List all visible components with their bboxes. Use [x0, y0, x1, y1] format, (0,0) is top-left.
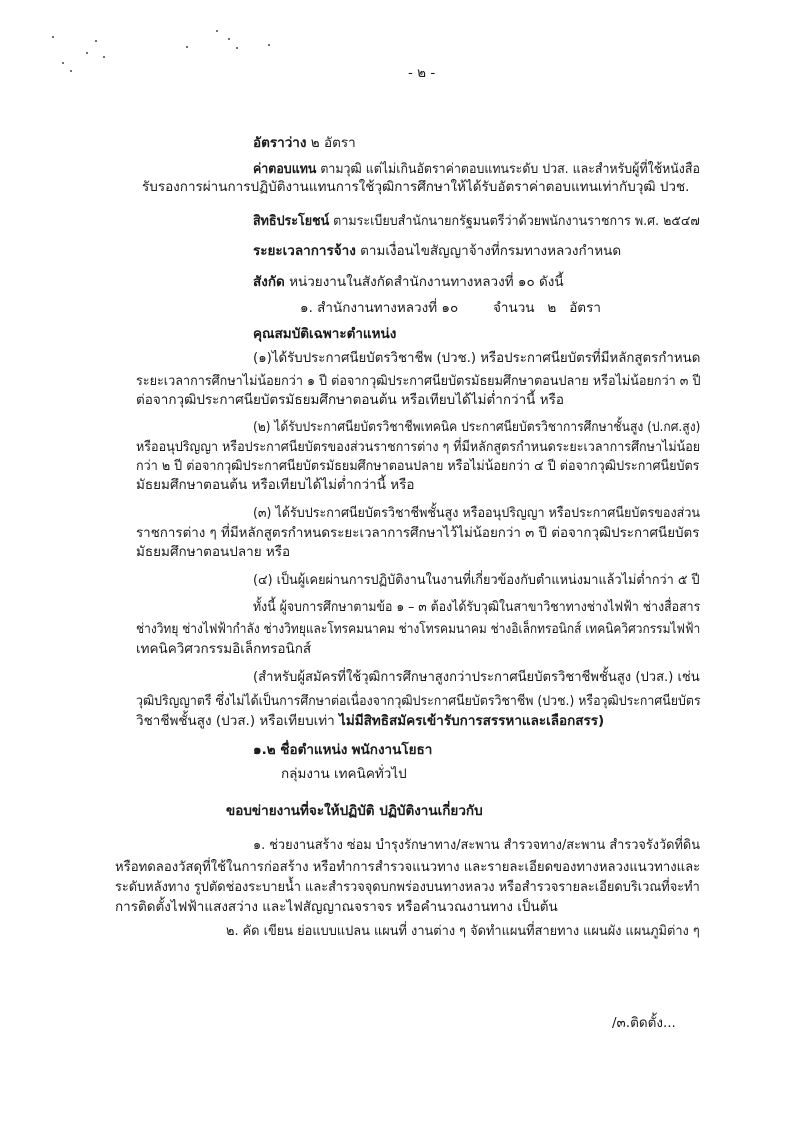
- page-number: - ๒ -: [408, 65, 436, 81]
- scope-item1-line-1: ๑. ช่วยงานสร้าง ซ่อม บำรุงรักษาทาง/สะพาน สำรวจทาง/สะพาน สำรวจรังวัดที่ดิน: [253, 837, 700, 853]
- period-line: [253, 242, 621, 260]
- remark-last-bold: ไม่มีสิทธิสมัครเข้ารับการสรรหาและเลือกสรร): [339, 713, 605, 729]
- remark-last-plain: วิชาชีพชั้นสูง (ปวส.) หรือเทียบเท่า: [136, 713, 340, 729]
- rate-value: ๒ อัตรา: [310, 135, 356, 151]
- q2-line-1: (๒) ได้รับประกาศนียบัตรวิชาชีพเทคนิค ประกาศนียบัตรวิชาการศึกษาชั้นสูง (ป.กศ.สูง): [253, 419, 701, 435]
- benefits-label: สิทธิประโยชน์: [253, 213, 330, 229]
- q2-line-4: มัธยมศึกษาตอนต้น หรือเทียบได้ไม่ต่ำกว่านี้ หรือ: [136, 477, 415, 493]
- remark-line-2: วุฒิปริญญาตรี ซึ่งไม่ได้เป็นการศึกษาต่อเนื่องจากวุฒิประกาศนียบัตรวิชาชีพ (ปวช.) หรือวุฒิประกาศนียบัตร: [136, 693, 701, 709]
- scope-item2-line: ๒. คัด เขียน ย่อแบบแปลน แผนที่ งานต่าง ๆ จัดทำแผนที่สายทาง แผนผัง แผนภูมิต่าง ๆ: [226, 923, 700, 939]
- position-group-label: กลุ่มงาน: [281, 766, 330, 782]
- compensation-line-1: [253, 160, 700, 178]
- note-line-1: ทั้งนี้ ผู้จบการศึกษาตามข้อ ๑ – ๓ ต้องได้รับวุฒิในสาขาวิชาทางช่างไฟฟ้า ช่างสื่อสาร: [253, 599, 701, 615]
- q3-line-2: ราชการต่าง ๆ ที่มีหลักสูตรกำหนดระยะเวลาการศึกษาไว้ไม่น้อยกว่า ๓ ปี ต่อจากวุฒิประกาศนียบัตร: [136, 525, 700, 541]
- qualifications-heading: คุณสมบัติเฉพาะตำแหน่ง: [253, 326, 397, 342]
- affiliation-count-label: จำนวน: [493, 300, 535, 316]
- q2-line-3: กว่า ๒ ปี ต่อจากวุฒิประกาศนียบัตรมัธยมศึกษาตอนปลาย หรือไม่น้อยกว่า ๔ ปี ต่อจากวุฒิประกาศนียบัตร: [136, 458, 700, 474]
- affiliation-line: [253, 273, 564, 291]
- affiliation-item-no: ๑.: [300, 300, 313, 316]
- q3-line-1: (๓) ได้รับประกาศนียบัตรวิชาชีพชั้นสูง หรืออนุปริญญา หรือประกาศนียบัตรของส่วน: [253, 505, 701, 521]
- position-label: ๑.๒ ชื่อตำแหน่ง: [253, 742, 348, 758]
- affiliation-item-name: สำนักงานทางหลวงที่ ๑๐: [317, 300, 459, 316]
- note-line-2: ช่างวิทยุ ช่างไฟฟ้ากำลัง ช่างวิทยุและโทรคมนาคม ช่างโทรคมนาคม ช่างอิเล็กทรอนิกส์ เทคนิควิศวกรรมไฟฟ้า: [136, 621, 701, 637]
- rate-label: อัตราว่าง: [253, 135, 307, 151]
- scope-item1-line-4: การติดตั้งไฟฟ้าแสงสว่าง และไฟสัญญาณจราจร หรือคำนวณงานทาง เป็นต้น: [115, 899, 558, 915]
- position-group: [281, 765, 407, 783]
- affiliation-text: หน่วยงานในสังกัดสำนักงานทางหลวงที่ ๑๐ ดังนี้: [289, 274, 564, 290]
- q3-line-3: มัธยมศึกษาตอนปลาย หรือ: [136, 544, 291, 560]
- benefits-text: ตามระเบียบสำนักนายกรัฐมนตรีว่าด้วยพนักงานราชการ พ.ศ. ๒๕๔๗: [333, 213, 700, 229]
- affiliation-count-value: ๒: [547, 300, 557, 316]
- benefits-line: [253, 212, 700, 230]
- affiliation-count: [493, 299, 601, 317]
- scope-item1-line-3: ระดับหลังทาง รูปตัดช่องระบายน้ำ และสำรวจจุดบกพร่องบนทางหลวง หรือสำรวจรายละเอียดบริเวณที่จะทำ: [115, 879, 700, 895]
- q1-line-2: ระยะเวลาการศึกษาไม่น้อยกว่า ๑ ปี ต่อจากวุฒิประกาศนียบัตรมัธยมศึกษาตอนปลาย หรือไม่น้อยกว่า ๓ ปี: [136, 373, 701, 389]
- rate-line: [253, 134, 356, 152]
- position-line: [253, 741, 432, 759]
- scope-item1-line-2: หรือทดลองวัสดุที่ใช้ในการก่อสร้าง หรือทำการสำรวจแนวทาง และรายละเอียดของทางหลวงแนวทางและ: [115, 859, 701, 875]
- remark-line-3: [136, 712, 604, 730]
- q4-line: (๔) เป็นผู้เคยผ่านการปฏิบัติงานในงานที่เกี่ยวข้องกับตำแหน่งมาแล้วไม่ต่ำกว่า ๕ ปี: [253, 572, 700, 588]
- q1-line-3: ต่อจากวุฒิประกาศนียบัตรมัธยมศึกษาตอนต้น หรือเทียบได้ไม่ต่ำกว่านี้ หรือ: [136, 392, 564, 408]
- continuation-marker: /๓.ติดตั้ง...: [612, 1015, 676, 1031]
- compensation-text-1: ตามวุฒิ แต่ไม่เกินอัตราค่าตอบแทนระดับ ปวส. และสำหรับผู้ที่ใช้หนังสือ: [320, 161, 700, 177]
- note-line-3: เทคนิควิศวกรรมอิเล็กทรอนิกส์: [136, 641, 312, 657]
- remark-line-1: (สำหรับผู้สมัครที่ใช้วุฒิการศึกษาสูงกว่าประกาศนียบัตรวิชาชีพชั้นสูง (ปวส.) เช่น: [253, 669, 700, 685]
- q1-line-1: (๑)ได้รับประกาศนียบัตรวิชาชีพ (ปวช.) หรือประกาศนียบัตรที่มีหลักสูตรกำหนด: [253, 350, 701, 366]
- scope-heading: ขอบข่ายงานที่จะให้ปฏิบัติ ปฏิบัติงานเกี่ยวกับ: [226, 803, 483, 819]
- compensation-line-2: รับรองการผ่านการปฏิบัติงานแทนการใช้วุฒิการศึกษาให้ได้รับอัตราค่าตอบแทนเท่ากับวุฒิ ปวช.: [142, 179, 690, 195]
- period-label: ระยะเวลาการจ้าง: [253, 243, 356, 259]
- position-name: พนักงานโยธา: [351, 742, 433, 758]
- compensation-label: ค่าตอบแทน: [253, 161, 317, 177]
- period-text: ตามเงื่อนไขสัญญาจ้างที่กรมทางหลวงกำหนด: [360, 243, 622, 259]
- affiliation-count-unit: อัตรา: [569, 300, 601, 316]
- affiliation-label: สังกัด: [253, 274, 285, 290]
- q2-line-2: หรืออนุปริญญา หรือประกาศนียบัตรของส่วนราชการต่าง ๆ ที่มีหลักสูตรกำหนดระยะเวลาการศึกษาไม่น้อย: [136, 439, 701, 455]
- affiliation-item: [300, 299, 458, 317]
- position-group-value: เทคนิคทั่วไป: [334, 766, 407, 782]
